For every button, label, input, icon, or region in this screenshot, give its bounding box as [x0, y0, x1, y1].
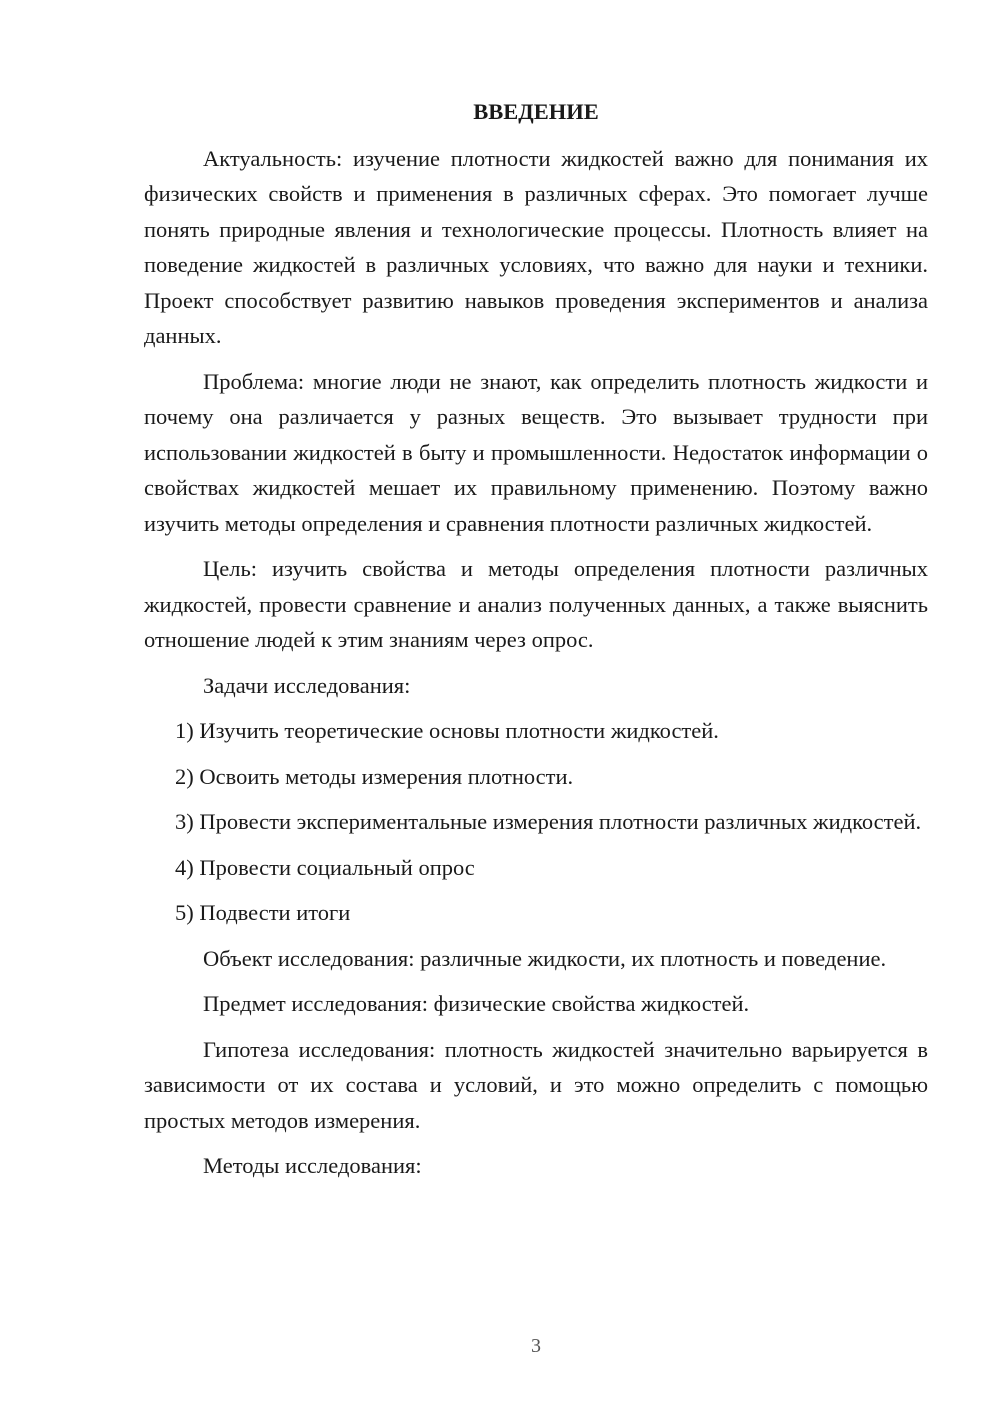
goal-paragraph: Цель: изучить свойства и методы определения плотности различных жидкостей, провести сравнение и анализ полученных данных, а также выяснить отношение людей к этим знаниям через опрос. — [144, 556, 928, 652]
task-item-3: 3) Провести экспериментальные измерения плотности различных жидкостей. — [175, 809, 922, 834]
problem-paragraph: Проблема: многие люди не знают, как определить плотность жидкости и почему она различается у разных веществ. Это вызывает трудности при использовании жидкостей в быту и промышленности. Недостаток информации о свойствах жидкостей мешает их правильному применению. Поэтому важно изучить методы определения и сравнения плотности различных жидкостей. — [144, 368, 928, 536]
task-item-5: 5) Подвести итоги — [175, 900, 351, 925]
page-content — [144, 94, 928, 1194]
tasks-title: Задачи исследования: — [203, 672, 411, 698]
task-item-1: 1) Изучить теоретические основы плотности жидкостей. — [175, 718, 719, 743]
object-paragraph: Объект исследования: различные жидкости, их плотность и поведение. — [203, 945, 887, 971]
task-item-4: 4) Провести социальный опрос — [175, 854, 475, 880]
methods-paragraph: Методы исследования: — [203, 1153, 422, 1178]
section-heading: ВВЕДЕНИЕ — [473, 99, 599, 124]
task-item-2: 2) Освоить методы измерения плотности. — [175, 763, 574, 789]
page-number: 3 — [531, 1335, 541, 1357]
relevance-paragraph: Актуальность: изучение плотности жидкостей важно для понимания их физических свойств и применения в различных сферах. Это помогает лучше понять природные явления и технологические процессы. Плотность влияет на поведение жидкостей в различных условиях, что важно для науки и техники. Проект способствует развитию навыков проведения экспериментов и анализа данных. — [144, 145, 928, 348]
subject-paragraph: Предмет исследования: физические свойства жидкостей. — [203, 991, 750, 1016]
hypothesis-paragraph: Гипотеза исследования: плотность жидкостей значительно варьируется в зависимости от их состава и условий, и это можно определить с помощью простых методов измерения. — [144, 1036, 928, 1133]
